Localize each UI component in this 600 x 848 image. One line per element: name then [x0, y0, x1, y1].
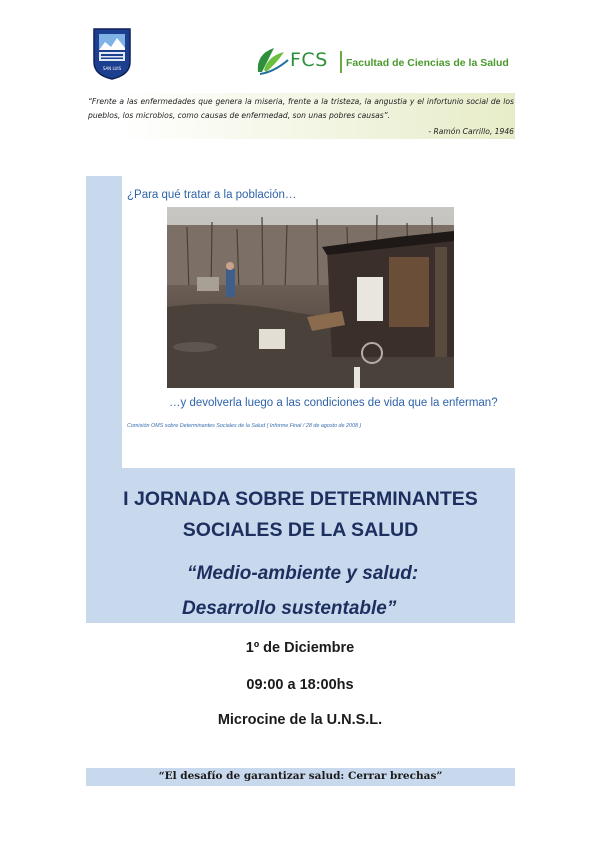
event-subtitle-line1: “Medio-ambiente y salud: [187, 563, 419, 584]
fcs-faculty-name: Facultad de Ciencias de la Salud [346, 57, 509, 69]
event-date: 1º de Diciembre [245, 640, 355, 656]
fcs-logo [254, 42, 516, 78]
unsl-logo [91, 26, 133, 80]
fcs-separator [340, 51, 342, 73]
housing-photo [167, 207, 454, 388]
event-time: 09:00 a 18:00hs [246, 677, 354, 693]
question-bottom: …y devolverla luego a las condiciones de vida que la enferman? [169, 397, 498, 409]
fcs-abbreviation: FCS [290, 49, 328, 71]
unsl-logo-text: SAN LUIS [102, 66, 122, 71]
event-title-line1: I JORNADA SOBRE DETERMINANTES [123, 488, 478, 510]
event-title-line2: SOCIALES DE LA SALUD [182, 519, 419, 541]
fcs-leaf-icon [254, 42, 294, 78]
quote-author: - Ramón Carrillo, 1946 [428, 127, 514, 136]
event-subtitle-line2: Desarrollo sustentable” [182, 598, 397, 619]
panel-left-bar [86, 176, 122, 468]
footer-slogan: “El desafío de garantizar salud: Cerrar brechas” [158, 770, 443, 782]
event-place: Microcine de la U.N.S.L. [217, 712, 383, 728]
carrillo-quote: “Frente a las enfermedades que genera la miseria, frente a la tristeza, la angustia y el infortunio social de los pueblos, los microbios, como causas de enfermedad, son unas pobres causas”. [88, 97, 514, 121]
question-top: ¿Para qué tratar a la población… [127, 189, 297, 201]
event-title [86, 484, 515, 546]
source-citation: Comisión OMS sobre Determinantes Sociales de la Salud ( Informe Final / 28 de agosto de 2008 ) [127, 423, 362, 429]
